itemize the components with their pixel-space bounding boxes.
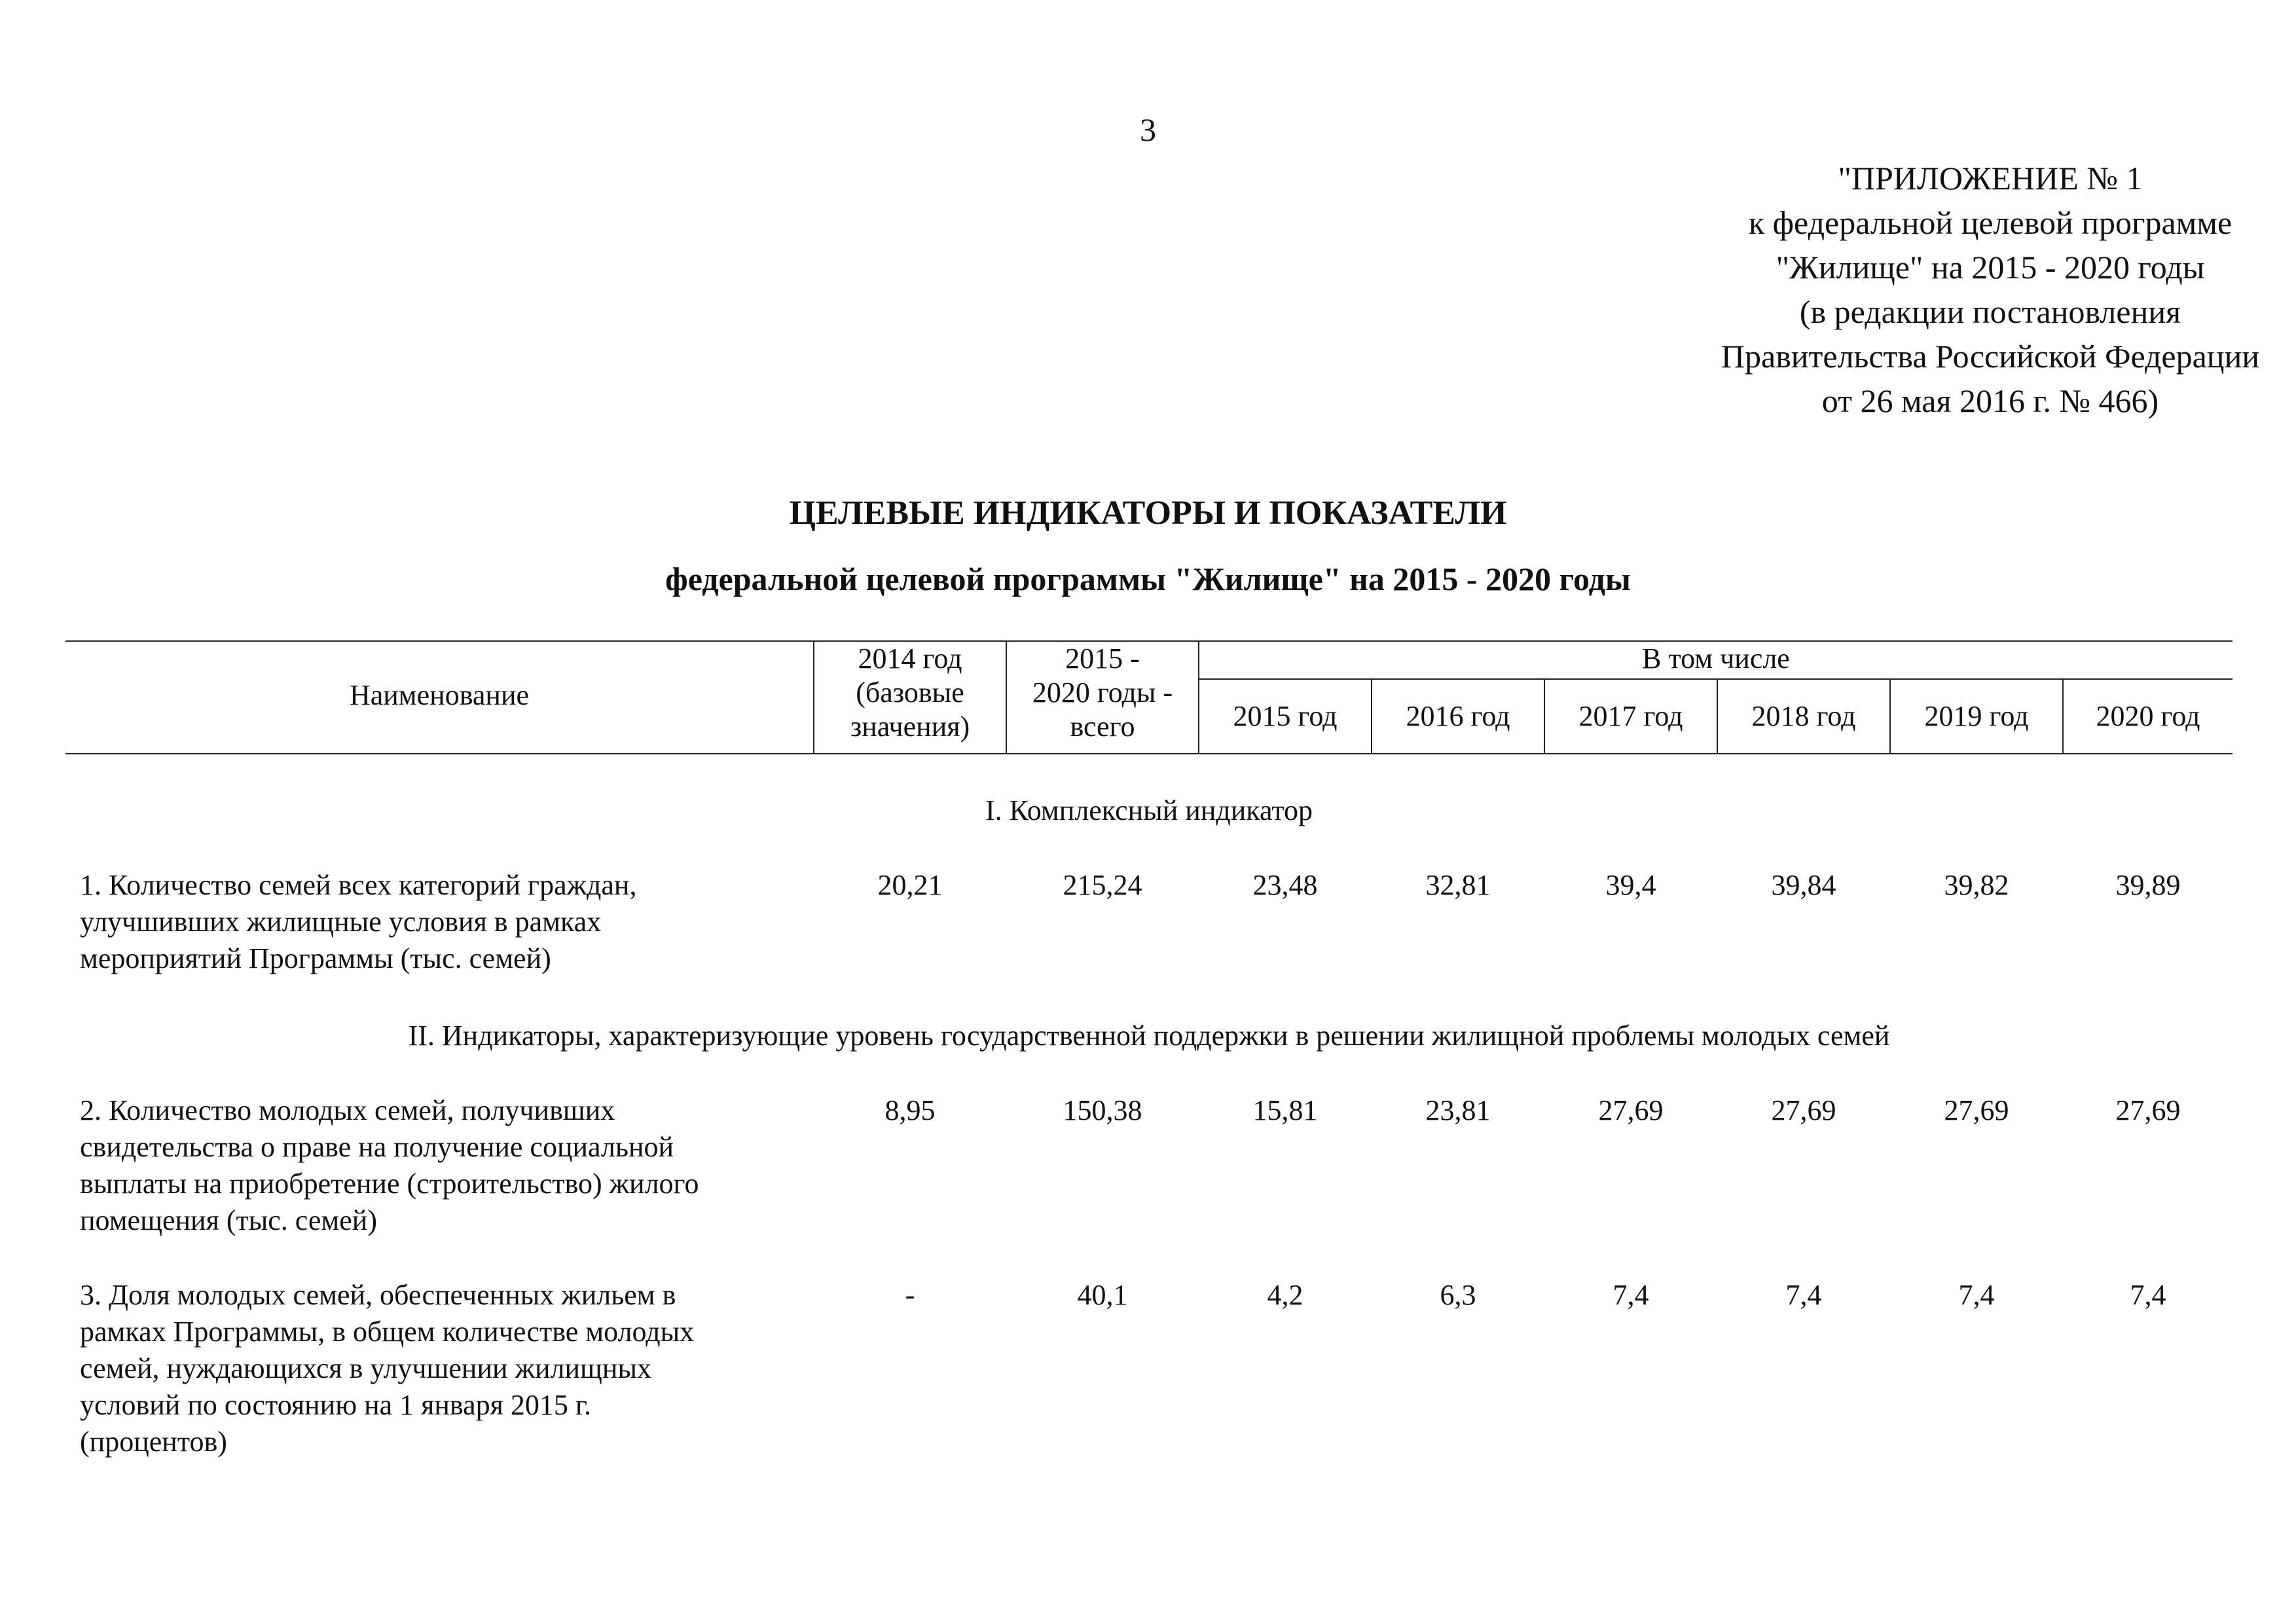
cell-2016: 23,81 [1425,1094,1491,1126]
page-number: 3 [1140,111,1156,148]
cell-base: - [905,1279,915,1311]
row-name-line: рамках Программы, в общем количестве молодых [80,1316,695,1348]
header-group: В том числе [1642,642,1790,674]
cell-base: 8,95 [884,1094,936,1126]
row-name-line: (процентов) [80,1426,227,1458]
row-name-line: 3. Доля молодых семей, обеспеченных жильем в [80,1279,676,1311]
cell-2015: 15,81 [1252,1094,1318,1126]
cell-2019: 39,82 [1944,869,2009,901]
header-total-line: 2020 годы - [1032,676,1173,709]
row-name-line: свидетельства о праве на получение социальной [80,1131,674,1163]
row-name-line: 2. Количество молодых семей, получивших [80,1094,615,1126]
document-subtitle: федеральной целевой программы "Жилище" на 2015 - 2020 годы [665,561,1631,597]
appendix-block [1525,156,2296,423]
header-base-line: значения) [850,710,970,743]
cell-2020: 39,89 [2115,869,2181,901]
row-name-line: выплаты на приобретение (строительство) жилого [80,1168,699,1200]
cell-2016: 6,3 [1440,1279,1476,1311]
table-header-bottom-rule [65,753,2232,754]
header-base-line: (базовые [856,676,964,709]
row-name-line: помещения (тыс. семей) [80,1204,377,1236]
header-name: Наименование [349,679,530,711]
cell-2016: 32,81 [1425,869,1491,901]
row-name [80,1277,826,1460]
header-base [814,642,1006,744]
header-year: 2015 год [1233,700,1338,732]
cell-base: 20,21 [877,869,943,901]
header-year: 2016 год [1406,700,1510,732]
cell-2019: 27,69 [1944,1094,2009,1126]
cell-2018: 27,69 [1771,1094,1836,1126]
appendix-line: от 26 мая 2016 г. № 466) [1821,382,2159,419]
row-name-line: семей, нуждающихся в улучшении жилищных [80,1352,652,1384]
cell-2017: 7,4 [1613,1279,1649,1311]
header-year: 2017 год [1578,700,1683,732]
cell-2019: 7,4 [1958,1279,1995,1311]
header-year: 2019 год [1924,700,2029,732]
header-year: 2020 год [2096,700,2200,732]
row-name-line: 1. Количество семей всех категорий граждан, [80,869,637,901]
header-total-line: 2015 - [1065,642,1140,674]
row-name-line: мероприятий Программы (тыс. семей) [80,942,551,974]
header-year: 2018 год [1751,700,1856,732]
cell-total: 215,24 [1063,869,1142,901]
row-name-line: улучшивших жилищные условия в рамках [80,906,602,938]
row-name [80,1092,826,1239]
cell-2018: 7,4 [1785,1279,1822,1311]
cell-2020: 27,69 [2115,1094,2181,1126]
header-total-line: всего [1070,710,1135,743]
document-title: ЦЕЛЕВЫЕ ИНДИКАТОРЫ И ПОКАЗАТЕЛИ [789,494,1507,532]
appendix-line: "Жилище" на 2015 - 2020 годы [1776,249,2205,286]
section-title: II. Индикаторы, характеризующие уровень государственной поддержки в решении жилищной проблемы молодых семей [408,1020,1890,1052]
table-header-divider [1198,678,2232,680]
appendix-line: "ПРИЛОЖЕНИЕ № 1 [1838,160,2143,196]
appendix-line: Правительства Российской Федерации [1721,338,2260,375]
row-name [80,867,826,977]
appendix-line: (в редакции постановления [1799,293,2181,330]
cell-2017: 39,4 [1605,869,1656,901]
cell-2017: 27,69 [1598,1094,1664,1126]
cell-2015: 23,48 [1252,869,1318,901]
header-base-line: 2014 год [858,642,962,674]
cell-total: 40,1 [1077,1279,1128,1311]
row-name-line: условий по состоянию на 1 января 2015 г. [80,1389,591,1421]
section-title: I. Комплексный индикатор [985,794,1313,826]
appendix-line: к федеральной целевой программе [1748,204,2232,241]
cell-2018: 39,84 [1771,869,1836,901]
cell-total: 150,38 [1063,1094,1142,1126]
cell-2015: 4,2 [1267,1279,1303,1311]
header-total [1007,642,1198,744]
cell-2020: 7,4 [2130,1279,2166,1311]
